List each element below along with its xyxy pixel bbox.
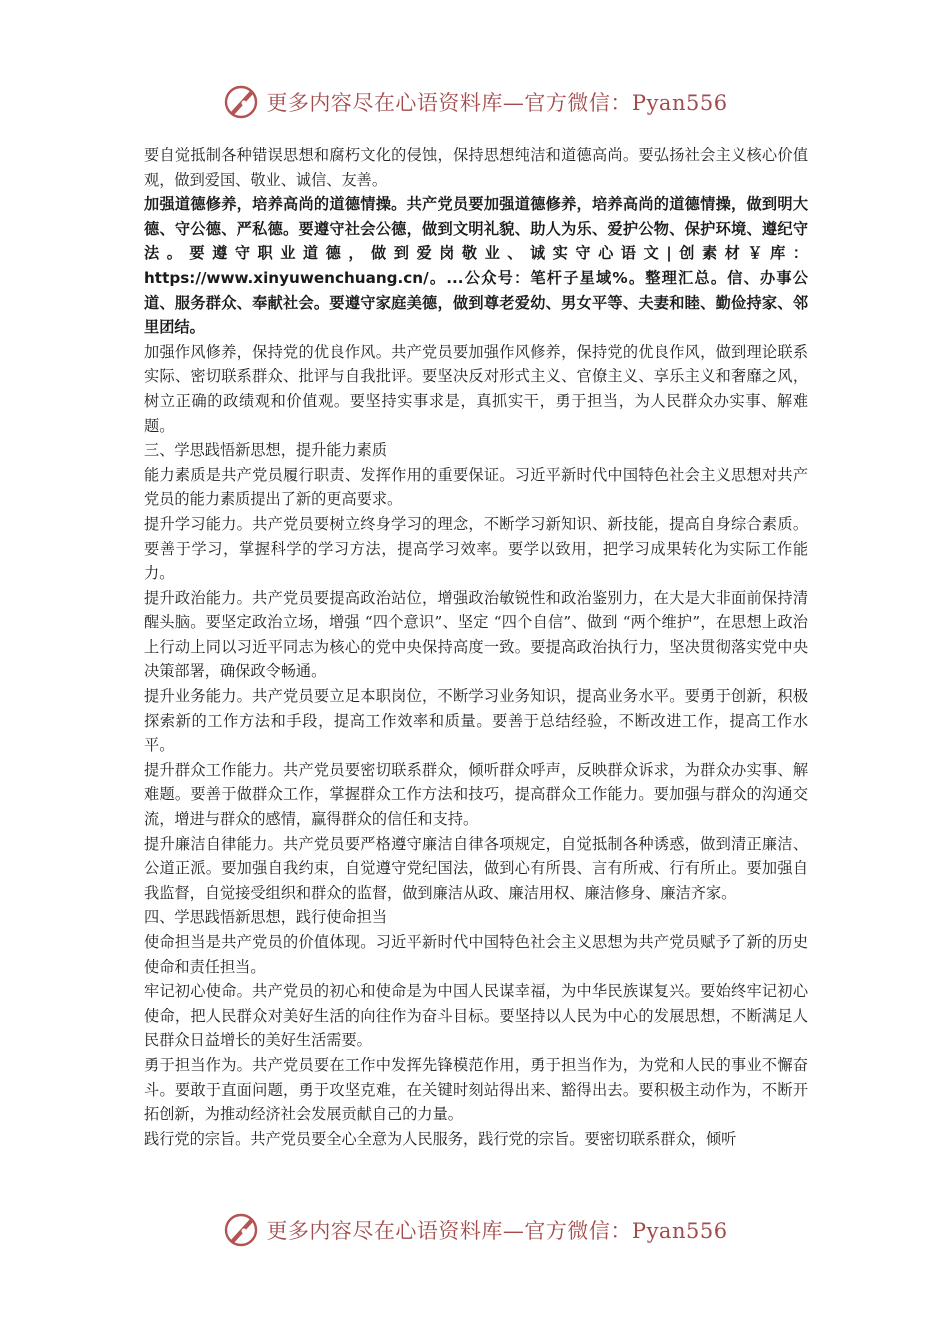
paragraph: 要自觉抵制各种错误思想和腐朽文化的侵蚀，保持思想纯洁和道德高尚。要弘扬社会主义核心价值观，做到爱国、敬业、诚信、友善。 bbox=[144, 146, 808, 189]
paragraph: 提升廉洁自律能力。共产党员要严格遵守廉洁自律各项规定，自觉抵制各种诱惑，做到清正廉洁、公道正派。要加强自我约束，自觉遵守党纪国法，做到心有所畏、言有所戒、行有所止。要加强自我监督，自觉接受组织和群众的监督，做到廉洁从政、廉洁用权、廉洁修身、廉洁齐家。 bbox=[144, 834, 808, 902]
paragraph: 提升群众工作能力。共产党员要密切联系群众，倾听群众呼声，反映群众诉求，为群众办实事、解难题。要善于做群众工作，掌握群众工作方法和技巧，提高群众工作能力。要加强与群众的沟通交流，增进与群众的感情，赢得群众的信任和支持。 bbox=[144, 760, 808, 829]
watermark-text: 更多内容尽在心语资料库—官方微信：Pyan556 bbox=[266, 1219, 728, 1243]
footer-watermark bbox=[0, 1210, 950, 1250]
header-watermark bbox=[0, 82, 950, 122]
paragraph: 能力素质是共产党员履行职责、发挥作用的重要保证。习近平新时代中国特色社会主义思想对共产党员的能力素质提出了新的更高要求。 bbox=[144, 465, 808, 509]
paragraph: 践行党的宗旨。共产党员要全心全意为人民服务，践行党的宗旨。要密切联系群众，倾听 bbox=[144, 1129, 737, 1148]
paragraph: 三、学思践悟新思想，提升能力素质 bbox=[144, 441, 387, 460]
paragraph: 勇于担当作为。共产党员要在工作中发挥先锋模范作用，勇于担当作为，为党和人民的事业不懈奋斗。要敢于直面问题，勇于攻坚克难，在关键时刻站得出来、豁得出去。要积极主动作为，不断开拓创新，为推动经济社会发展贡献自己的力量。 bbox=[144, 1055, 808, 1124]
paragraph: 使命担当是共产党员的价值体现。习近平新时代中国特色社会主义思想为共产党员赋予了新的历史使命和责任担当。 bbox=[144, 933, 808, 976]
document-body bbox=[144, 143, 808, 1151]
paragraph: 提升政治能力。共产党员要提高政治站位，增强政治敏锐性和政治鉴别力，在大是大非面前保持清醒头脑。要坚定政治立场，增强 “四个意识”、坚定 “四个自信”、做到 “两个维护”，在思想上政治上行动上同以习近平同志为核心的党中央保持高度一致。要提高政治执行力，坚决贯彻落实党中央决策部署，确保政令畅通。 bbox=[144, 588, 808, 681]
watermark-text: 更多内容尽在心语资料库—官方微信：Pyan556 bbox=[266, 91, 728, 115]
paragraph: 加强作风修养，保持党的优良作风。共产党员要加强作风修养，保持党的优良作风，做到理论联系实际、密切联系群众、批评与自我批评。要坚决反对形式主义、官僚主义、享乐主义和奢靡之风，树立正确的政绩观和价值观。要坚持实事求是，真抓实干，勇于担当，为人民群众办实事、解难题。 bbox=[144, 342, 808, 435]
paragraph: 牢记初心使命。共产党员的初心和使命是为中国人民谋幸福，为中华民族谋复兴。要始终牢记初心使命，把人民群众对美好生活的向往作为奋斗目标。要坚持以人民为中心的发展思想，不断满足人民群众日益增长的美好生活需要。 bbox=[144, 982, 808, 1050]
paragraph: 提升学习能力。共产党员要树立终身学习的理念，不断学习新知识、新技能，提高自身综合素质。要善于学习，掌握科学的学习方法，提高学习效率。要学以致用，把学习成果转化为实际工作能力。 bbox=[144, 514, 808, 583]
pen-logo-icon bbox=[222, 83, 260, 121]
paragraph: 提升业务能力。共产党员要立足本职岗位，不断学习业务知识，提高业务水平。要勇于创新，积极探索新的工作方法和手段，提高工作效率和质量。要善于总结经验，不断改进工作，提高工作水平。 bbox=[144, 687, 808, 755]
pen-logo-icon bbox=[222, 1211, 260, 1249]
paragraph: 四、学思践悟新思想，践行使命担当 bbox=[144, 908, 387, 927]
paragraph: 加强道德修养，培养高尚的道德情操。共产党员要加强道德修养，培养高尚的道德情操，做到明大德、守公德、严私德。要遵守社会公德，做到文明礼貌、助人为乐、爱护公物、保护环境、遵纪守法。要遵守职业道德，做到爱岗敬业、诚实守心语文|创素材￥库：https://www.xinyuwenchuang.cn/。...公众号：笔杆子星域%。整理汇总。信、办事公道、服务群众、奉献社会。要遵守家庭美德，做到尊老爱幼、男女平等、夫妻和睦、勤俭持家、邻里团结。 bbox=[144, 195, 808, 337]
